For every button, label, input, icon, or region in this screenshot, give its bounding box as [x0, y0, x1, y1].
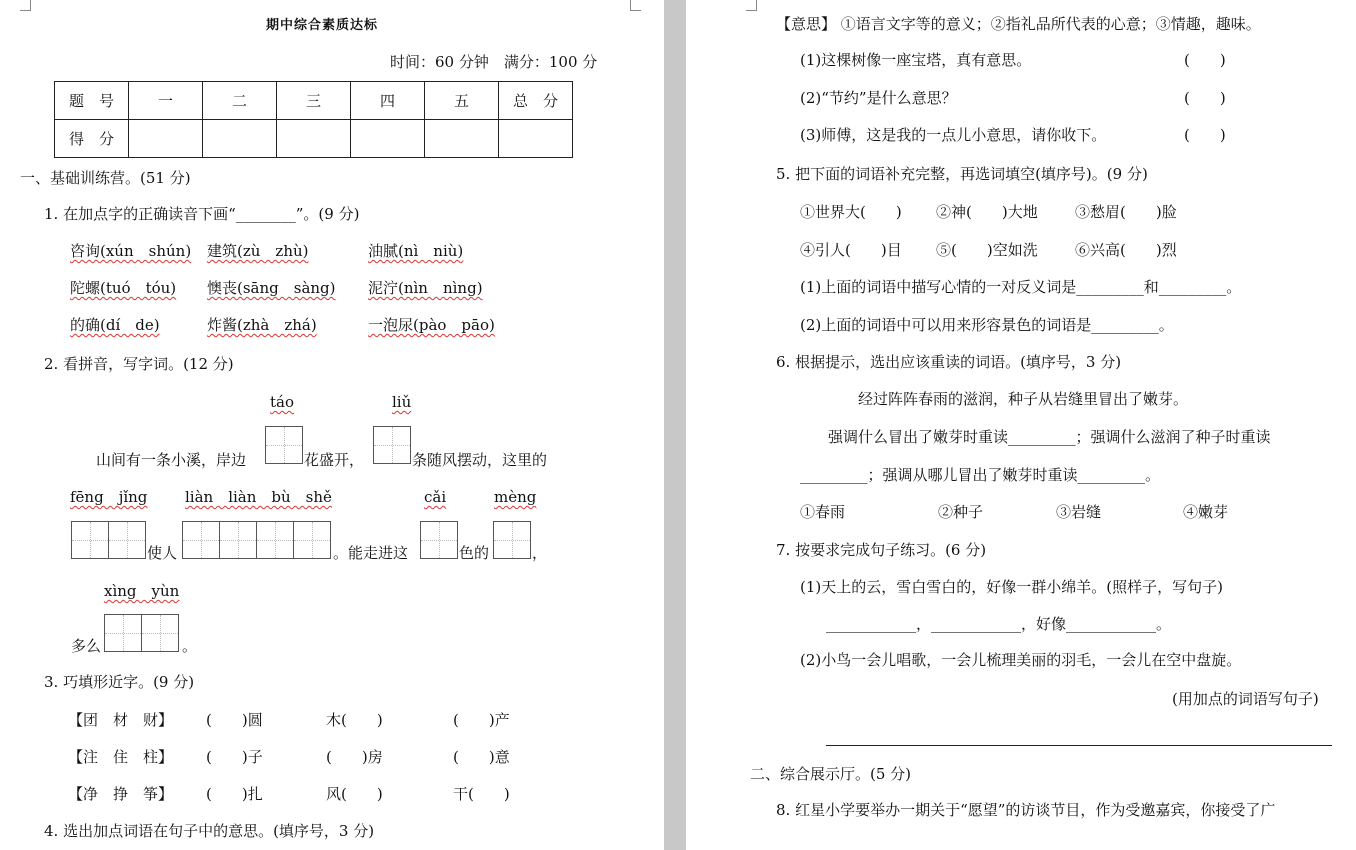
section-2-heading: 二、综合展示厅。(5 分) [750, 765, 912, 783]
q1-item: 的确(dí de) [70, 316, 160, 334]
answer-line[interactable] [826, 745, 1332, 746]
q5-idiom: ①世界大( ) [800, 203, 902, 221]
q5-idiom: ②神( )大地 [936, 203, 1038, 221]
answer-paren[interactable]: ( ) [1184, 126, 1226, 144]
question-7-prompt: 7. 按要求完成句子练习。(6 分) [776, 541, 987, 559]
q3-blank: 干( ) [453, 785, 510, 803]
q3-blank: ( )子 [206, 748, 263, 766]
writing-grid[interactable] [373, 426, 411, 464]
q3-blank: ( )产 [453, 711, 510, 729]
q3-blank: ( )房 [326, 748, 383, 766]
q2-text: 。 [182, 637, 198, 655]
q1-item: 油腻(nì niù) [368, 242, 464, 260]
q5-idiom: ④引人( )目 [800, 241, 902, 259]
q1-item: 懊丧(sāng sàng) [207, 279, 336, 297]
q6-line: 强调什么冒出了嫩芽时重读_________；强调什么滋润了种子时重读 [828, 428, 1271, 446]
pinyin-label: mèng [494, 488, 537, 506]
q3-blank: ( )圆 [206, 711, 263, 729]
q1-item: 一泡尿(pào pāo) [368, 316, 495, 334]
score-input-cell[interactable] [499, 120, 573, 158]
q5-sub: (2)上面的词语中可以用来形容景色的词语是_________。 [800, 316, 1174, 334]
left-page [0, 0, 664, 850]
q2-text: 。能走进这 [333, 544, 409, 562]
score-input-cell[interactable] [277, 120, 351, 158]
q4-item: (1)这棵树像一座宝塔，真有意思。 [800, 51, 1032, 69]
q3-blank: ( )意 [453, 748, 510, 766]
page-corner-mark [746, 0, 757, 11]
q3-group: 【注 住 柱】 [68, 748, 174, 766]
q7-sub: (1)天上的云，雪白雪白的，好像一群小绵羊。(照样子，写句子) [800, 578, 1223, 596]
score-cell: 总 分 [499, 82, 573, 120]
pinyin-label: táo [270, 393, 295, 411]
answer-paren[interactable]: ( ) [1184, 51, 1226, 69]
q6-sentence: 经过阵阵春雨的滋润，种子从岩缝里冒出了嫩芽。 [858, 390, 1189, 408]
question-6-prompt: 6. 根据提示，选出应该重读的词语。(填序号，3 分) [776, 353, 1122, 371]
score-input-cell[interactable] [129, 120, 203, 158]
writing-grid[interactable] [71, 521, 146, 559]
answer-paren[interactable]: ( ) [1184, 89, 1226, 107]
q2-text: 花盛开， [304, 451, 365, 469]
q3-blank: 木( ) [326, 711, 383, 729]
q6-line: _________；强调从哪儿冒出了嫩芽时重读_________。 [800, 466, 1161, 484]
score-cell: 题 号 [55, 82, 129, 120]
q7-sub: (2)小鸟一会儿唱歌，一会儿梳理美丽的羽毛，一会儿在空中盘旋。 [800, 651, 1242, 669]
pinyin-label: cǎi [424, 488, 447, 506]
writing-grid[interactable] [182, 521, 331, 559]
q4-item: (2)“节约”是什么意思？ [800, 89, 957, 107]
q2-text: 色的 [459, 544, 490, 562]
page-corner-mark [20, 0, 31, 11]
score-input-cell[interactable] [425, 120, 499, 158]
q2-text: 山间有一条小溪，岸边 [96, 451, 247, 469]
question-2-prompt: 2. 看拼音，写字词。(12 分) [44, 355, 234, 373]
question-5-prompt: 5. 把下面的词语补充完整，再选词填空(填序号)。(9 分) [776, 165, 1148, 183]
q6-option: ②种子 [938, 503, 984, 521]
q5-idiom: ⑤( )空如洗 [936, 241, 1038, 259]
document-title: 期中综合素质达标 [266, 18, 379, 33]
score-table-header-row [55, 82, 573, 120]
q3-group: 【净 挣 筝】 [68, 785, 174, 803]
q4-item: (3)师傅，这是我的一点儿小意思，请你收下。 [800, 126, 1107, 144]
page-corner-mark [630, 0, 641, 11]
q7-note: (用加点的词语写句子) [1172, 690, 1319, 708]
q5-idiom: ③愁眉( )脸 [1075, 203, 1177, 221]
q7-answer-blank[interactable]: ____________，____________，好像____________。 [826, 615, 1172, 633]
q1-item: 咨询(xún shún) [70, 242, 192, 260]
right-page [686, 0, 1356, 850]
q6-option: ①春雨 [800, 503, 846, 521]
q1-item: 泥泞(nìn nìng) [368, 279, 483, 297]
q2-text: 条随风摆动，这里的 [412, 451, 548, 469]
score-cell: 五 [425, 82, 499, 120]
time-info: 时间：60 分钟 满分：100 分 [390, 53, 598, 71]
q1-item: 陀螺(tuó tóu) [70, 279, 177, 297]
score-table [54, 81, 573, 158]
pinyin-label: liàn liàn bù shě [185, 488, 332, 506]
pinyin-label: liǔ [392, 393, 412, 411]
score-input-cell[interactable] [203, 120, 277, 158]
writing-grid[interactable] [420, 521, 458, 559]
writing-grid[interactable] [265, 426, 303, 464]
writing-grid[interactable] [493, 521, 531, 559]
q3-blank: ( )扎 [206, 785, 263, 803]
pinyin-label: fēng jǐng [70, 488, 148, 506]
score-cell: 二 [203, 82, 277, 120]
q1-item: 炸酱(zhà zhá) [207, 316, 317, 334]
writing-grid[interactable] [104, 614, 179, 652]
q2-text: 使人 [147, 544, 178, 562]
q5-idiom: ⑥兴高( )烈 [1075, 241, 1177, 259]
q1-item: 建筑(zù zhù) [207, 242, 309, 260]
question-4-prompt: 4. 选出加点词语在句子中的意思。(填序号，3 分) [44, 822, 375, 840]
score-cell: 四 [351, 82, 425, 120]
q3-blank: 风( ) [326, 785, 383, 803]
score-input-cell[interactable] [351, 120, 425, 158]
score-cell: 得 分 [55, 120, 129, 158]
question-8-prompt: 8. 红星小学要举办一期关于“愿望”的访谈节目，作为受邀嘉宾，你接受了广 [776, 801, 1276, 819]
section-1-heading: 一、基础训练营。(51 分) [20, 169, 191, 187]
score-cell: 三 [277, 82, 351, 120]
meaning-definitions: 【意思】 ①语言文字等的意义；②指礼品所代表的心意；③情趣，趣味。 [776, 15, 1261, 33]
question-1-prompt: 1. 在加点字的正确读音下画“________”。(9 分) [44, 205, 360, 223]
score-cell: 一 [129, 82, 203, 120]
q6-option: ③岩缝 [1056, 503, 1102, 521]
q5-sub: (1)上面的词语中描写心情的一对反义词是_________和_________。 [800, 278, 1242, 296]
q2-text: 多么 [71, 637, 102, 655]
q6-option: ④嫩芽 [1183, 503, 1229, 521]
q2-text: ， [532, 544, 548, 562]
pinyin-label: xìng yùn [104, 582, 180, 600]
q3-group: 【团 材 财】 [68, 711, 174, 729]
question-3-prompt: 3. 巧填形近字。(9 分) [44, 673, 195, 691]
score-table-score-row [55, 120, 573, 158]
